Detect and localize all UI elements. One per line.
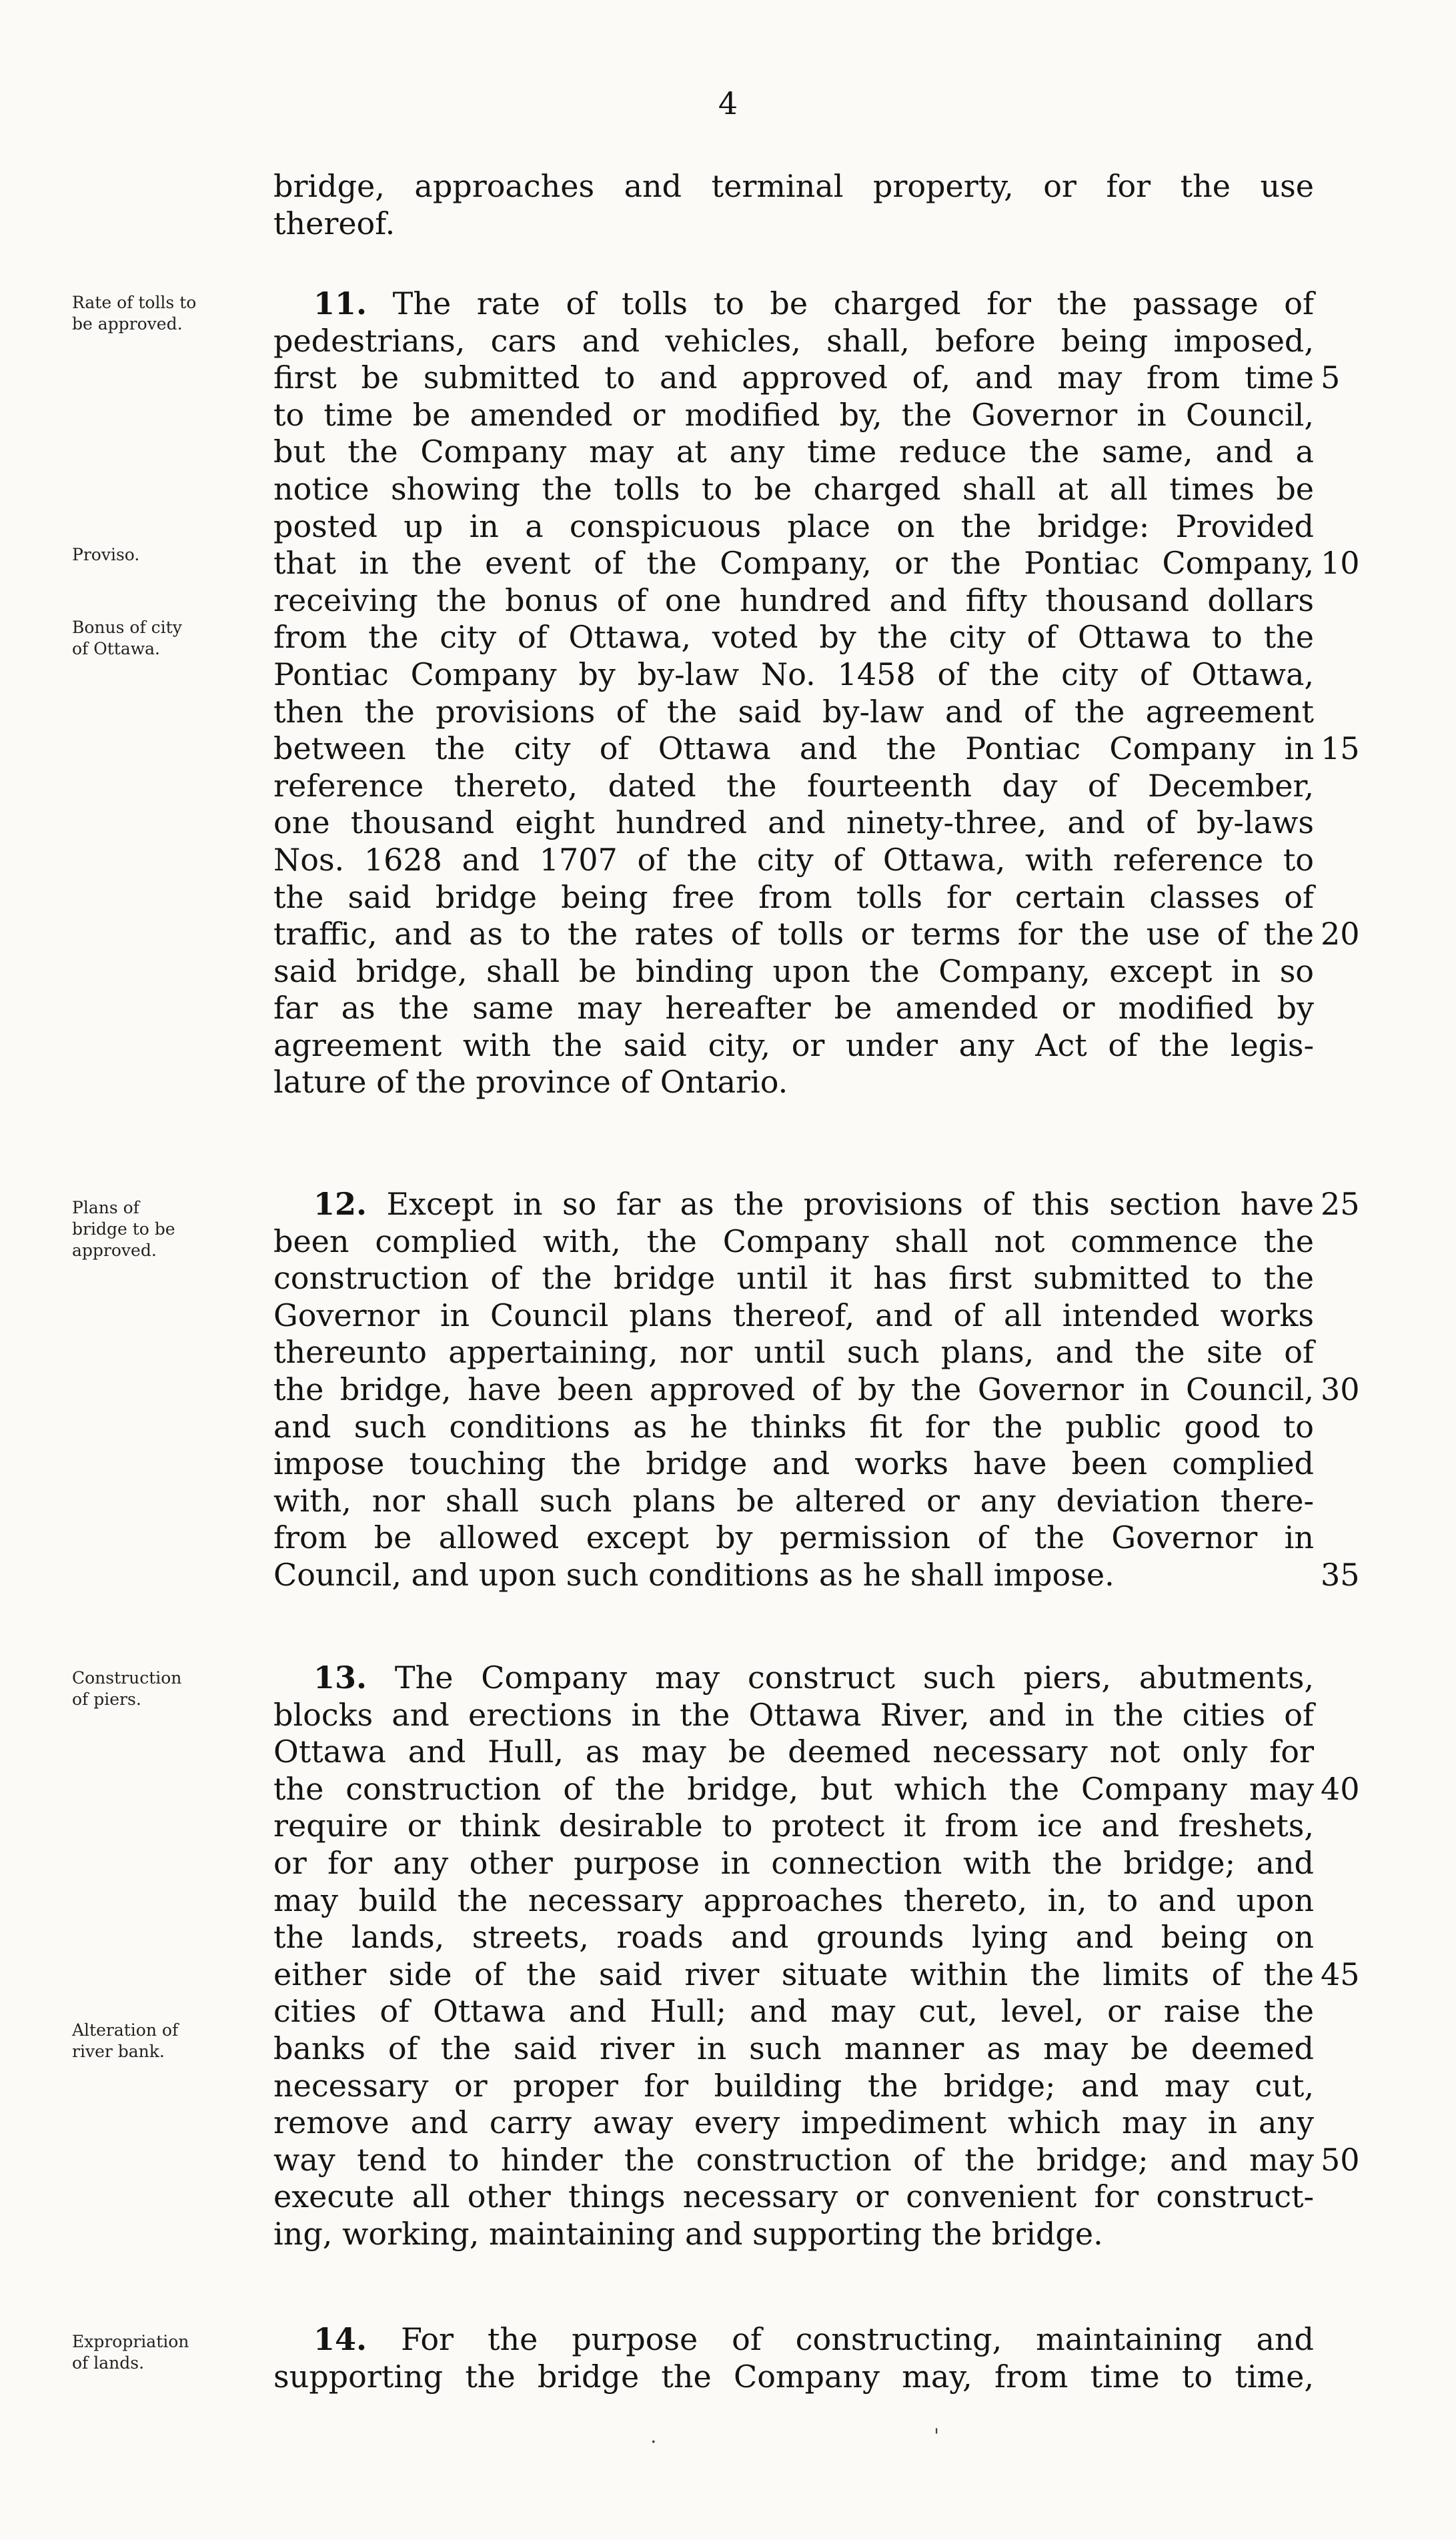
text-line: either side of the said river situate within the limits of the — [273, 1956, 1314, 1992]
text-line: then the provisions of the said by-law and of the agreement — [273, 693, 1314, 730]
text-line: the lands, streets, roads and grounds lying and being on — [273, 1919, 1314, 1956]
margin-note-line: be approved. — [72, 314, 183, 334]
text-line: first be submitted to and approved of, and may from time — [273, 360, 1314, 396]
margin-note-line: bridge to be — [72, 1219, 175, 1239]
text-line: execute all other things necessary or convenient for construct- — [273, 2178, 1314, 2215]
line-number: 5 — [1321, 360, 1341, 396]
text-line: agreement with the said city, or under any Act of the legis- — [273, 1027, 1314, 1063]
text-line: The rate of tolls to be charged for the passage of — [392, 285, 1314, 322]
text-line: Except in so far as the provisions of this section have — [386, 1186, 1315, 1222]
margin-note-piers — [72, 1668, 252, 1710]
margin-note-riverbank — [72, 2020, 252, 2062]
line-number: 10 — [1321, 545, 1360, 581]
margin-note-line: Alteration of — [72, 2020, 179, 2040]
text-line: Council, and upon such conditions as he shall impose. — [273, 1556, 1115, 1593]
text-line: the said bridge being free from tolls for certain classes of — [273, 878, 1314, 915]
footer-mark: . — [650, 2425, 657, 2448]
margin-note-tolls — [72, 292, 252, 335]
margin-note-plans — [72, 1197, 252, 1261]
text-line: Nos. 1628 and 1707 of the city of Ottawa, with reference to — [273, 841, 1314, 878]
line-number: 20 — [1321, 916, 1360, 952]
text-line: banks of the said river in such manner as may be deemed — [273, 2030, 1314, 2066]
text-line: between the city of Ottawa and the Pontiac Company in — [273, 730, 1314, 767]
text-line: and such conditions as he thinks fit for the public good to — [273, 1408, 1314, 1445]
section-number: 12. — [313, 1186, 368, 1222]
text-line: For the purpose of constructing, maintaining and — [400, 2321, 1314, 2357]
text-line: receiving the bonus of one hundred and fifty thousand dollars — [273, 582, 1314, 618]
text-line: Governor in Council plans thereof, and of all intended works — [273, 1297, 1314, 1333]
section-11 — [273, 285, 1314, 1101]
section-number: 13. — [313, 1660, 368, 1696]
margin-note-line: of Ottawa. — [72, 639, 160, 658]
margin-note-line: Bonus of city — [72, 618, 182, 637]
text-line: ing, working, maintaining and supporting the bridge. — [273, 2215, 1103, 2252]
line-number: 25 — [1321, 1186, 1360, 1222]
text-line: from be allowed except by permission of the Governor in — [273, 1519, 1314, 1556]
text-line: The Company may construct such piers, abutments, — [394, 1660, 1314, 1696]
text-line: thereunto appertaining, nor until such plans, and the site of — [273, 1334, 1314, 1371]
margin-note-line: of piers. — [72, 1690, 141, 1709]
margin-note-line: Proviso. — [72, 545, 140, 564]
text-line: blocks and erections in the Ottawa River, and in the cities of — [273, 1696, 1314, 1733]
text-line: from the city of Ottawa, voted by the city of Ottawa to the — [273, 619, 1314, 656]
text-line: or for any other purpose in connection with the bridge; and — [273, 1844, 1314, 1881]
text-line: far as the same may hereafter be amended or modified by — [273, 990, 1314, 1027]
margin-note-line: approved. — [72, 1241, 157, 1260]
margin-note-line: Expropriation — [72, 2332, 189, 2351]
text-line: reference thereto, dated the fourteenth day of December, — [273, 767, 1314, 804]
text-line: but the Company may at any time reduce the same, and a — [273, 434, 1314, 470]
text-line: cities of Ottawa and Hull; and may cut, level, or raise the — [273, 1993, 1314, 2030]
page-number: 4 — [718, 85, 738, 121]
margin-note-bonus — [72, 617, 252, 660]
text-line: said bridge, shall be binding upon the Company, except in so — [273, 952, 1314, 989]
section-first-line — [313, 1660, 1314, 1697]
text-line: supporting the bridge the Company may, from time to time, — [273, 2358, 1314, 2395]
line-number: 40 — [1321, 1771, 1360, 1807]
text-line: remove and carry away every impediment which may in any — [273, 2104, 1314, 2141]
top-paragraph — [273, 168, 1314, 242]
text-line: necessary or proper for building the bridge; and may cut, — [273, 2067, 1314, 2104]
footer-mark: ' — [934, 2425, 940, 2448]
line-number: 45 — [1321, 1956, 1360, 1992]
section-first-line — [313, 285, 1314, 323]
section-12 — [273, 1186, 1314, 1594]
section-13 — [273, 1660, 1314, 2253]
section-number: 14. — [313, 2321, 368, 2357]
section-first-line — [313, 2321, 1314, 2359]
text-line: bridge, approaches and terminal property, or for the use — [273, 168, 1314, 204]
text-line: been complied with, the Company shall not commence the — [273, 1223, 1314, 1259]
text-line: way tend to hinder the construction of the bridge; and may — [273, 2141, 1314, 2178]
margin-note-line: Construction — [72, 1668, 182, 1688]
text-line: thereof. — [273, 205, 396, 241]
margin-note-line: Plans of — [72, 1198, 139, 1217]
text-line: pedestrians, cars and vehicles, shall, before being imposed, — [273, 322, 1314, 359]
text-line: posted up in a conspicuous place on the bridge: Provided — [273, 508, 1314, 544]
section-14 — [273, 2321, 1314, 2395]
text-line: construction of the bridge until it has first submitted to the — [273, 1260, 1314, 1297]
section-first-line — [313, 1186, 1314, 1223]
text-line: to time be amended or modified by, the Governor in Council, — [273, 396, 1314, 433]
text-line: impose touching the bridge and works have been complied — [273, 1445, 1314, 1482]
line-number: 30 — [1321, 1371, 1360, 1407]
line-number: 35 — [1321, 1557, 1360, 1593]
line-number: 15 — [1321, 730, 1360, 766]
margin-note-line: of lands. — [72, 2353, 145, 2373]
margin-note-proviso — [72, 544, 252, 566]
section-number: 11. — [313, 285, 368, 322]
text-line: the bridge, have been approved of by the Governor in Council, — [273, 1371, 1314, 1407]
text-line: traffic, and as to the rates of tolls or terms for the use of the — [273, 916, 1314, 952]
margin-note-line: river bank. — [72, 2042, 165, 2061]
line-number: 50 — [1321, 2142, 1360, 2178]
text-line: Ottawa and Hull, as may be deemed necessary not only for — [273, 1734, 1314, 1770]
text-line: with, nor shall such plans be altered or any deviation there- — [273, 1482, 1314, 1519]
text-line: lature of the province of Ontario. — [273, 1064, 788, 1101]
text-line: one thousand eight hundred and ninety-three, and of by-laws — [273, 804, 1314, 841]
text-line: require or think desirable to protect it from ice and freshets, — [273, 1808, 1314, 1844]
text-line: Pontiac Company by by-law No. 1458 of the city of Ottawa, — [273, 656, 1314, 692]
text-line: may build the necessary approaches thereto, in, to and upon — [273, 1882, 1314, 1918]
text-line: the construction of the bridge, but which the Company may — [273, 1770, 1314, 1807]
text-line: notice showing the tolls to be charged shall at all times be — [273, 470, 1314, 507]
text-line: that in the event of the Company, or the Pontiac Company, — [273, 545, 1314, 582]
margin-note-line: Rate of tolls to — [72, 293, 197, 312]
margin-note-expropriation — [72, 2331, 252, 2374]
